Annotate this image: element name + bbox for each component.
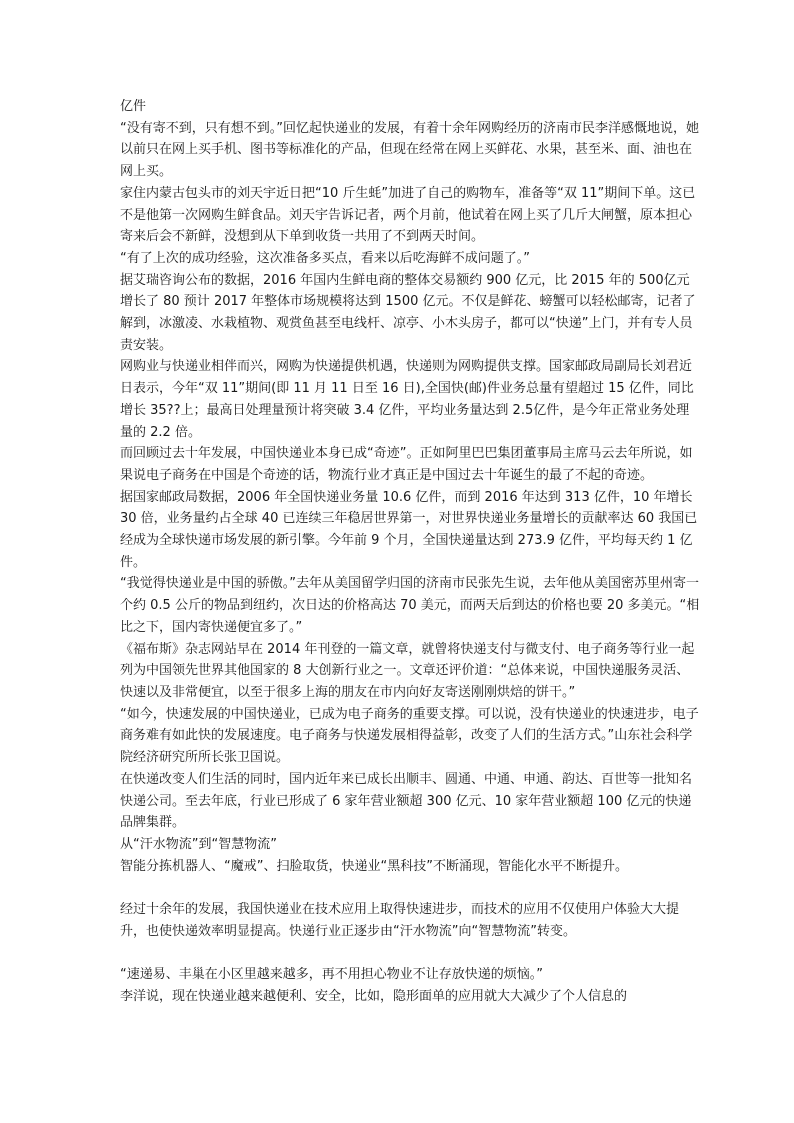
section-heading: 从“汗水物流”到“智慧物流” xyxy=(120,836,277,852)
document-body xyxy=(120,96,700,1008)
paragraph-6: 网购业与快递业相伴而兴，网购为快递提供机遇，快递则为网购提供支撑。国家邮政局副局长刘君近日表示，今年“双 11”期间(即 11 月 11 日至 16 日),全国快(邮)件业务总量有望超过 15 亿件，同比增长 35??上；最高日处理量预计将突破 3.4 亿件，平均业务量达到 2.5亿件，是今年正常业务处理量的 2.2 倍。 xyxy=(120,359,694,440)
paragraph-8: 据国家邮政局数据，2006 年全国快递业务量 10.6 亿件，而到 2016 年达到 313 亿件，10 年增长 30 倍，业务量约占全球 40 已连续三年稳居世界第一，对世界快递业务量增长的贡献率达 60 我国已经成为全球快递市场发展的新引擎。今年前 9 个月，全国快递量达到 273.9 亿件，平均每天约 1 亿件。 xyxy=(120,489,698,570)
paragraph-2: “没有寄不到，只有想不到。”回忆起快递业的发展，有着十余年网购经历的济南市民李洋感慨地说，她以前只在网上买手机、图书等标准化的产品，但现在经常在网上买鲜花、水果，甚至米、面、油也在网上买。 xyxy=(120,120,699,180)
paragraph-9: “我觉得快递业是中国的骄傲。”去年从美国留学归国的济南市民张先生说，去年他从美国密苏里州寄一个约 0.5 公斤的物品到纽约，次日达的价格高达 70 美元，而两天后到达的价格也要 20 多美元。“相比之下，国内寄快递便宜多了。” xyxy=(120,576,700,635)
paragraph-12: 在快递改变人们生活的同时，国内近年来已成长出顺丰、圆通、中通、申通、韵达、百世等一批知名快递公司。至去年底，行业已形成了 6 家年营业额超 300 亿元、10 家年营业额超 100 亿元的快递品牌集群。 xyxy=(120,771,693,831)
paragraph-11: “如今，快速发展的中国快递业，已成为电子商务的重要支撑。可以说，没有快递业的快速进步，电子商务难有如此快的发展速度。电子商务与快递发展相得益彰，改变了人们的生活方式。”山东社会科学院经济研究所所长张卫国说。 xyxy=(120,706,699,766)
paragraph-13: 智能分拣机器人、“魔戒”、扫脸取货，快递业“黑科技”不断涌现，智能化水平不断提升。 xyxy=(120,858,628,874)
paragraph-4: “有了上次的成功经验，这次准备多买点，看来以后吃海鲜不成问题了。” xyxy=(120,250,530,266)
paragraph-14: 经过十余年的发展，我国快递业在技术应用上取得快速进步，而技术的应用不仅使用户体验大大提升，也使快递效率明显提高。快递行业正逐步由“汗水物流”向“智慧物流”转变。 xyxy=(120,902,680,939)
paragraph-3: 家住内蒙古包头市的刘天宇近日把“10 斤生蚝”加进了自己的购物车，准备等“双 11”期间下单。这已不是他第一次网购生鲜食品。刘天宇告诉记者，两个月前，他试着在网上买了几斤大闸蟹，原本担心寄来后会不新鲜，没想到从下单到收货一共用了不到两天时间。 xyxy=(120,185,696,245)
paragraph-15: “速递易、丰巢在小区里越来越多，再不用担心物业不让存放快递的烦恼。” xyxy=(120,967,543,983)
paragraph-5: 据艾瑞咨询公布的数据，2016 年国内生鲜电商的整体交易额约 900 亿元，比 2015 年的 500亿元增长了 80 预计 2017 年整体市场规模将达到 1500 亿元。不仅是鲜花、螃蟹可以轻松邮寄，记者了解到，冰激凌、水栽植物、观赏鱼甚至电线杆、凉亭、小木头房子，都可以“快递”上门，并有专人员责安装。 xyxy=(120,272,696,353)
paragraph-16: 李洋说，现在快递业越来越便利、安全，比如，隐形面单的应用就大大减少了个人信息的 xyxy=(120,988,628,1004)
paragraph-10: 《福布斯》杂志网站早在 2014 年刊登的一篇文章，就曾将快递支付与微支付、电子商务等行业一起列为中国领先世界其他国家的 8 大创新行业之一。文章还评价道：“总体来说，中国快递服务灵活、快速以及非常便宜，以至于很多上海的朋友在市内向好友寄送刚刚烘焙的饼干。” xyxy=(120,641,695,700)
paragraph-7: 而回顾过去十年发展，中国快递业本身已成“奇迹”。正如阿里巴巴集团董事局主席马云去年所说，如果说电子商务在中国是个奇迹的话，物流行业才真正是中国过去十年诞生的最了不起的奇迹。 xyxy=(120,446,693,483)
paragraph-1: 亿件 xyxy=(120,99,147,114)
